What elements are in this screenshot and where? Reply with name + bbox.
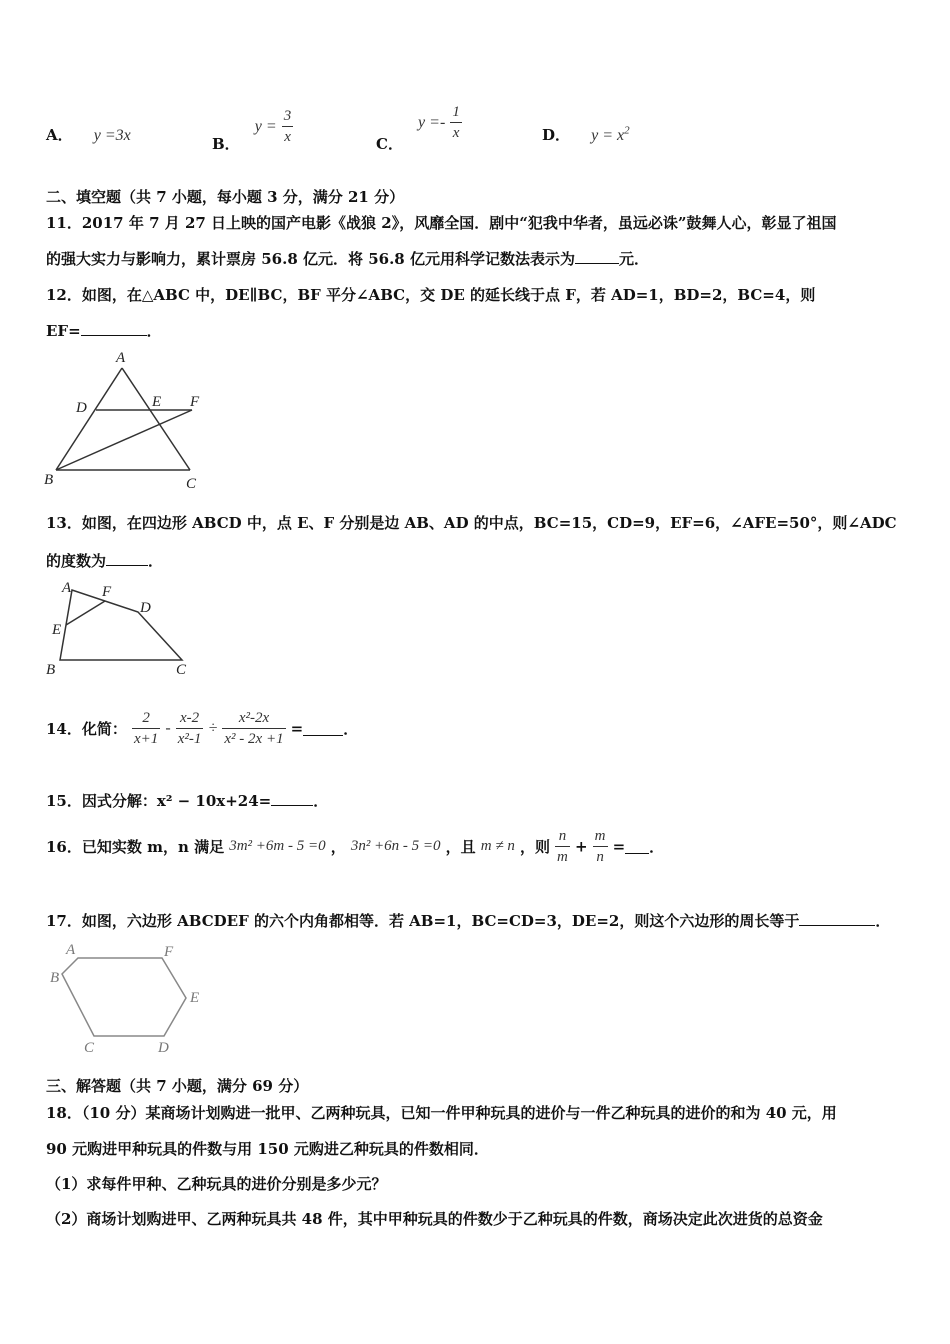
q16-equation-1: 3m² +6m - 5 =0 [229,838,326,854]
q15-line [46,790,328,811]
option-c-fraction [450,102,462,143]
q17-label-f: F [164,944,174,960]
q13-quadrilateral-figure [40,578,200,680]
section-2-title: 二、填空题（共 7 小题，每小题 3 分，满分 21 分） [46,188,405,206]
q17-label-d: D [158,1040,169,1056]
q13-label-d: D [140,600,151,616]
q12-label-c: C [186,476,197,492]
option-c-lhs: y =- [418,114,446,131]
q14-f2-num: x-2 [176,708,204,729]
q13-label-a: A [62,580,72,596]
q15-answer-blank [271,791,313,806]
q14-f1-num: 2 [132,708,160,729]
q11-line2 [46,248,649,269]
q12-label-d: D [76,400,87,416]
option-a-label: A． [46,126,73,144]
q14-f3-num: x²-2x [222,708,285,729]
option-b [212,106,293,153]
option-d [542,124,630,145]
option-d-exp: 2 [624,124,630,137]
q12-triangle-figure [40,346,220,496]
q16-end: ． [649,838,665,856]
q16-plus: + [574,837,588,856]
q16-line [46,826,664,867]
q16-f2-num: m [593,826,608,847]
q17-label-e: E [190,990,200,1006]
section-3-title: 三、解答题（共 7 小题，满分 69 分） [46,1077,309,1095]
option-b-lhs: y = [254,118,277,135]
q16-sep: ， [330,838,346,856]
q14-f1-den: x+1 [133,731,159,747]
q14-fraction-2 [176,708,204,749]
q11-line2-end: 元． [618,250,649,268]
q14-fraction-1 [132,708,160,749]
q15-text: 15．因式分解：x² − 10x+24= [46,792,272,810]
q17-line [46,910,890,931]
option-a [46,124,131,145]
q17-hexagon-figure [42,940,212,1058]
q14-minus: - [165,719,171,737]
q16-prefix: 16．已知实数 m，n 满足 [46,838,225,856]
q17-hexagon [62,958,186,1036]
q12-label-e: E [152,394,162,410]
q18-part2: （2）商场计划购进甲、乙两种玩具共 48 件，其中甲种玩具的件数少于乙种玩具的件数，商场决定此次进货的总资金 [46,1210,823,1228]
q16-answer-blank [625,839,649,854]
q17-end: ． [875,912,891,930]
q17-answer-blank [799,911,875,926]
q14-divide: ÷ [208,719,218,737]
option-b-label: B． [212,135,240,153]
option-d-label: D． [542,126,571,144]
q14-fraction-3 [222,708,285,749]
q16-neq: m ≠ n [480,838,515,854]
q13-line1: 13．如图，在四边形 ABCD 中，点 E、F 分别是边 AB、AD 的中点，BC=15，CD=9，EF=6，∠AFE=50°，则∠ADC [46,514,897,532]
q13-label-c: C [176,662,187,678]
q16-f1-den: m [557,849,568,865]
option-a-formula: y =3x [93,127,131,144]
q18-part1: （1）求每件甲种、乙种玩具的进价分别是多少元？ [46,1175,387,1193]
q14-equals: = [290,719,304,738]
q12-answer-blank [81,321,147,336]
q16-equation-2: 3n² +6n - 5 =0 [350,838,441,854]
q13-line2-text: 的度数为 [46,552,107,570]
q12-segment-bf [56,410,192,470]
q16-fraction-2 [593,826,608,867]
q13-quadrilateral [60,590,182,660]
q15-end: ． [313,792,329,810]
q13-segment-ef [66,601,105,625]
q11-answer-blank [575,249,619,264]
q16-then: ，则 [519,838,550,856]
q11-line1: 11．2017 年 7 月 27 日上映的国产电影《战狼 2》，风靡全国．剧中“犯我中华者，虽远必诛”鼓舞人心，彰显了祖国 [46,214,837,232]
q14-answer-blank [303,721,343,736]
q12-side-ac [122,368,190,470]
q13-label-b: B [46,662,56,678]
q12-label-b: B [44,472,54,488]
q12-line2 [46,320,162,341]
q13-line2-end: ． [148,552,164,570]
q12-line2-text: EF= [46,322,81,340]
option-b-num: 3 [282,106,294,127]
q17-label-b: B [50,970,60,986]
q16-fraction-1 [555,826,570,867]
q13-label-e: E [52,622,62,638]
option-b-den: x [284,129,291,145]
q16-f1-num: n [555,826,570,847]
q17-text: 17．如图，六边形 ABCDEF 的六个内角都相等．若 AB=1，BC=CD=3，DE=2，则这个六边形的周长等于 [46,912,800,930]
option-c [376,102,462,153]
q14-end: ． [343,720,359,738]
q16-and: ，且 [445,838,476,856]
q12-line2-end: ． [146,322,162,340]
q18-line2: 90 元购进甲种玩具的件数与用 150 元购进乙种玩具的件数相同． [46,1140,489,1158]
q12-line1: 12．如图，在△ABC 中，DE∥BC，BF 平分∠ABC，交 DE 的延长线于点 F，若 AD=1，BD=2，BC=4，则 [46,286,816,304]
q13-answer-blank [106,551,148,566]
option-c-den: x [452,125,460,141]
q13-line2 [46,550,163,571]
option-b-fraction [282,106,294,147]
q17-label-a: A [66,942,76,958]
q14-f3-den: x² - 2x +1 [224,731,284,747]
option-c-label: C． [376,135,403,153]
q12-label-f: F [190,394,200,410]
q18-line1: 18．（10 分）某商场计划购进一批甲、乙两种玩具，已知一件甲种玩具的进价与一件乙种玩具的进价的和为 40 元，用 [46,1104,837,1122]
q16-equals: = [612,837,626,856]
q14-prefix: 14．化简： [46,720,127,738]
q14-f2-den: x²-1 [177,731,202,747]
q11-line2-text: 的强大实力与影响力，累计票房 56.8 亿元．将 56.8 亿元用科学记数法表示为 [46,250,575,268]
q17-label-c: C [84,1040,95,1056]
q16-f2-den: n [596,849,604,865]
q12-label-a: A [116,350,126,366]
option-d-formula: y = x [591,127,625,144]
q14-line [46,708,358,749]
q13-label-f: F [102,584,112,600]
option-c-num: 1 [450,102,462,123]
